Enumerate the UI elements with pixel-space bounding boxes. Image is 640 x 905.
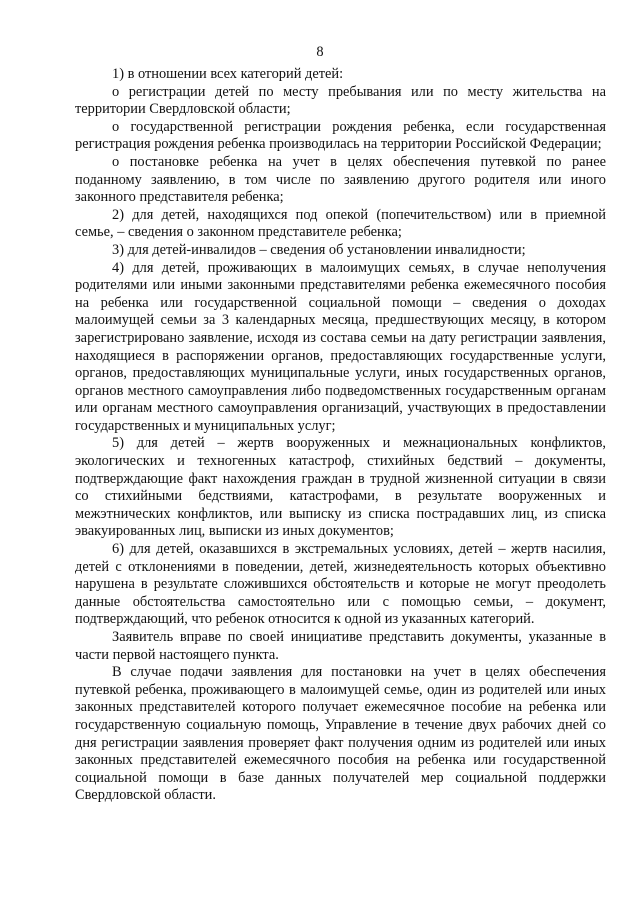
paragraph-victims-conflicts: 5) для детей – жертв вооруженных и межнациональных конфликтов, экологических и техногенных катастроф, стихийных бедствий – документы, подтверждающие факт нахождения граждан в трудной жизненной ситуации в связи со стихийными бедствиями, катастрофами, в результате вооруженных и межэтнических конфликтов, или выписку из списка пострадавших лиц, из списка эвакуированных лиц, выписки из иных документов;	[75, 435, 606, 540]
paragraph-guardianship: 2) для детей, находящихся под опекой (попечительством) или в приемной семье, – сведения о законном представителе ребенка;	[75, 206, 606, 241]
paragraph-disabled-children: 3) для детей-инвалидов – сведения об установлении инвалидности;	[112, 241, 526, 258]
document-body	[75, 66, 606, 805]
paragraph-low-income-families: 4) для детей, проживающих в малоимущих семьях, в случае неполучения родителями или иными законными представителями ребенка ежемесячного пособия на ребенка или государственной социальной помощи – сведения о доходах малоимущей семьи за 3 календарных месяца, предшествующих месяцу, в котором зарегистрировано заявление, исходя из состава семьи на дату регистрации заявления, находящиеся в распоряжении органов, предоставляющих государственные услуги, органов, предоставляющих муниципальные услуги, иных государственных органов, органов местного самоуправления либо подведомственных государственным органам или органам местного самоуправления организаций, участвующих в предоставлении государственных и муниципальных услуг;	[75, 259, 606, 434]
paragraph-queue-registration: о постановке ребенка на учет в целях обеспечения путевкой по ранее поданному заявлению, в том числе по заявлению другого родителя или иного законного представителя ребенка;	[75, 153, 606, 206]
paragraph-extreme-conditions: 6) для детей, оказавшихся в экстремальных условиях, детей – жертв насилия, детей с отклонениями в поведении, детей, жизнедеятельность которых объективно нарушена в результате сложившихся обстоятельств и которые не могут преодолеть данные обстоятельства самостоятельно или с помощью семьи, – документ, подтверждающий, что ребенок относится к одной из указанных категорий.	[75, 541, 606, 628]
paragraph-applicant-initiative: Заявитель вправе по своей инициативе представить документы, указанные в части первой настоящего пункта.	[75, 629, 606, 663]
paragraph-registration-residence: о регистрации детей по месту пребывания или по месту жительства на территории Свердловской области;	[75, 83, 606, 118]
paragraph-birth-registration: о государственной регистрации рождения ребенка, если государственная регистрация рождения ребенка производилась на территории Российской Федерации;	[75, 118, 606, 153]
page-number: 8	[316, 44, 324, 60]
paragraph-low-income-verification: В случае подачи заявления для постановки на учет в целях обеспечения путевкой ребенка, проживающего в малоимущей семье, один из родителей или иных законных представителей которого получает ежемесячное пособие на ребенка или государственную социальную помощь, Управление в течение двух рабочих дней со дня регистрации заявления проверяет факт получения одним из родителей или иных законных представителей ежемесячного пособия на ребенка или государственной социальной помощи в базе данных получателей мер социальной поддержки Свердловской области.	[75, 664, 606, 804]
paragraph-categories-intro: 1) в отношении всех категорий детей:	[112, 66, 344, 82]
